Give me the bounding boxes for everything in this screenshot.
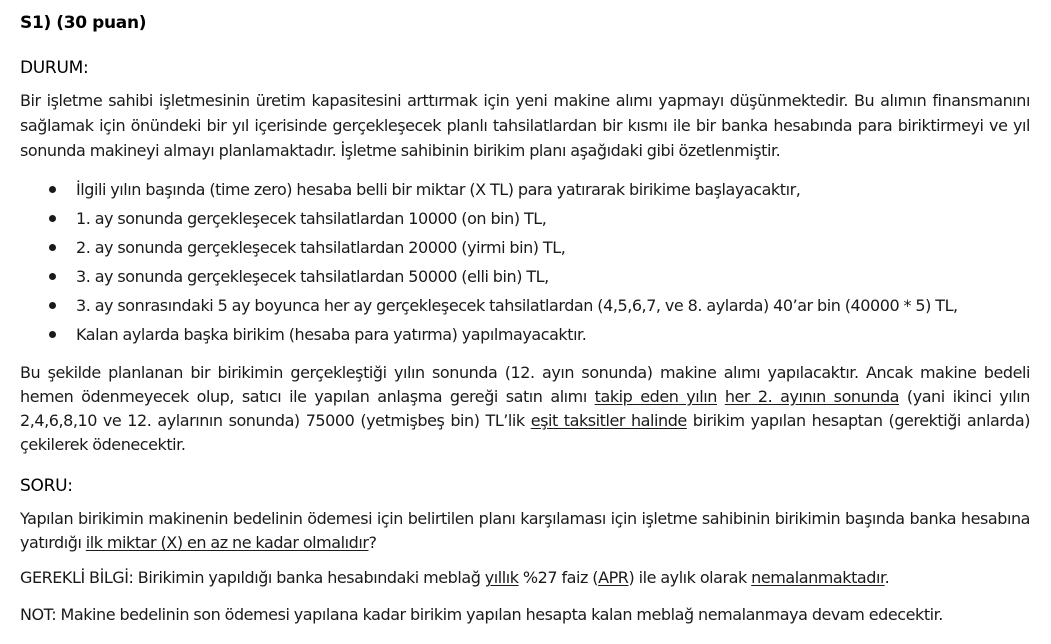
soru-heading: SORU: <box>20 476 73 496</box>
note-label: NOT: <box>20 605 57 624</box>
soru-text: ? <box>368 533 377 552</box>
soru-text: Yapılan birikimin makinenin bedelinin ödemesi için belirtilen planı karşılaması için işletme sahibinin birikimin başında banka hesabına yatırdığı <box>20 509 1030 552</box>
payment-underline-equal-installments: eşit taksitler halinde <box>530 411 687 430</box>
list-item <box>20 175 1040 204</box>
bullet-icon <box>49 302 56 309</box>
bullet-icon <box>49 331 56 338</box>
note-line <box>20 605 1035 624</box>
list-item-text: 2. ay sonunda gerçekleşecek tahsilatlardan 20000 (yirmi bin) TL, <box>76 238 566 257</box>
savings-plan-list <box>20 175 1040 349</box>
payment-underline-following-year: takip eden yılın <box>594 387 717 406</box>
note-text: Makine bedelinin son ödemesi yapılana kadar birikim yapılan hesapta kalan meblağ nemalanmaya devam edecektir. <box>56 605 943 624</box>
payment-text <box>717 387 725 406</box>
payment-underline-every-second-month: her 2. ayının sonunda <box>724 387 900 406</box>
list-item <box>20 320 1040 349</box>
list-item <box>20 291 1040 320</box>
required-info-underline-yearly: yıllık <box>484 568 519 587</box>
required-info-label: GEREKLİ BİLGİ: <box>20 568 134 587</box>
question-title: S1) (30 puan) <box>20 13 147 33</box>
soru-underline-initial-amount: ilk miktar (X) en az ne kadar olmalıdır <box>85 533 369 552</box>
required-info-text: . <box>884 568 890 587</box>
required-info-line <box>20 568 1035 587</box>
durum-heading: DURUM: <box>20 58 89 78</box>
required-info-underline-apr: APR <box>598 568 629 587</box>
bullet-icon <box>49 186 56 193</box>
list-item <box>20 204 1040 233</box>
soru-paragraph <box>20 507 1030 555</box>
required-info-underline-compounding: nemalanmaktadır <box>751 568 885 587</box>
payment-text: Bu şekilde planlanan bir birikimin gerçekleştiği yılın sonunda (12. ayın sonunda) makine alımı yapılacaktır. Ancak makine bedeli hemen ödenmeyecek olup, satıcı ile yapılan anlaşma gereği satın alımı <box>20 363 1030 406</box>
list-item-text: 3. ay sonunda gerçekleşecek tahsilatlardan 50000 (elli bin) TL, <box>76 267 549 286</box>
required-info-text: %27 faiz ( <box>518 568 599 587</box>
payment-paragraph <box>20 361 1030 457</box>
required-info-text: ) ile aylık olarak <box>628 568 752 587</box>
bullet-icon <box>49 215 56 222</box>
payment-text: (yani ikinci yılın 2,4,6,8,10 ve 12. aylarının sonunda) 75000 (yetmişbeş bin) TL’lik <box>20 387 1030 430</box>
payment-text: birikim yapılan hesaptan (gerektiği anlarda) çekilerek ödenecektir. <box>20 411 1031 454</box>
required-info-text: Birikimin yapıldığı banka hesabındaki meblağ <box>133 568 485 587</box>
list-item-text: 3. ay sonrasındaki 5 ay boyunca her ay gerçekleşecek tahsilatlardan (4,5,6,7, ve 8. aylarda) 40’ar bin (40000 * 5) TL, <box>76 296 958 315</box>
durum-paragraph: Bir işletme sahibi işletmesinin üretim kapasitesini arttırmak için yeni makine alımı yapmayı düşünmektedir. Bu alımın finansmanını sağlamak için önündeki bir yıl içerisinde gerçekleşecek planlı tahsilatlardan bir kısmı ile bir banka hesabında para biriktirmeyi ve yıl sonunda makineyi almayı planlamaktadır. İşletme sahibinin birikim planı aşağıdaki gibi özetlenmiştir. <box>20 91 1030 160</box>
bullet-icon <box>49 244 56 251</box>
list-item-text: İlgili yılın başında (time zero) hesaba belli bir miktar (X TL) para yatırarak birikime başlayacaktır, <box>76 180 801 199</box>
list-item <box>20 262 1040 291</box>
bullet-icon <box>49 273 56 280</box>
list-item <box>20 233 1040 262</box>
list-item-text: Kalan aylarda başka birikim (hesaba para yatırma) yapılmayacaktır. <box>76 325 587 344</box>
list-item-text: 1. ay sonunda gerçekleşecek tahsilatlardan 10000 (on bin) TL, <box>76 209 547 228</box>
